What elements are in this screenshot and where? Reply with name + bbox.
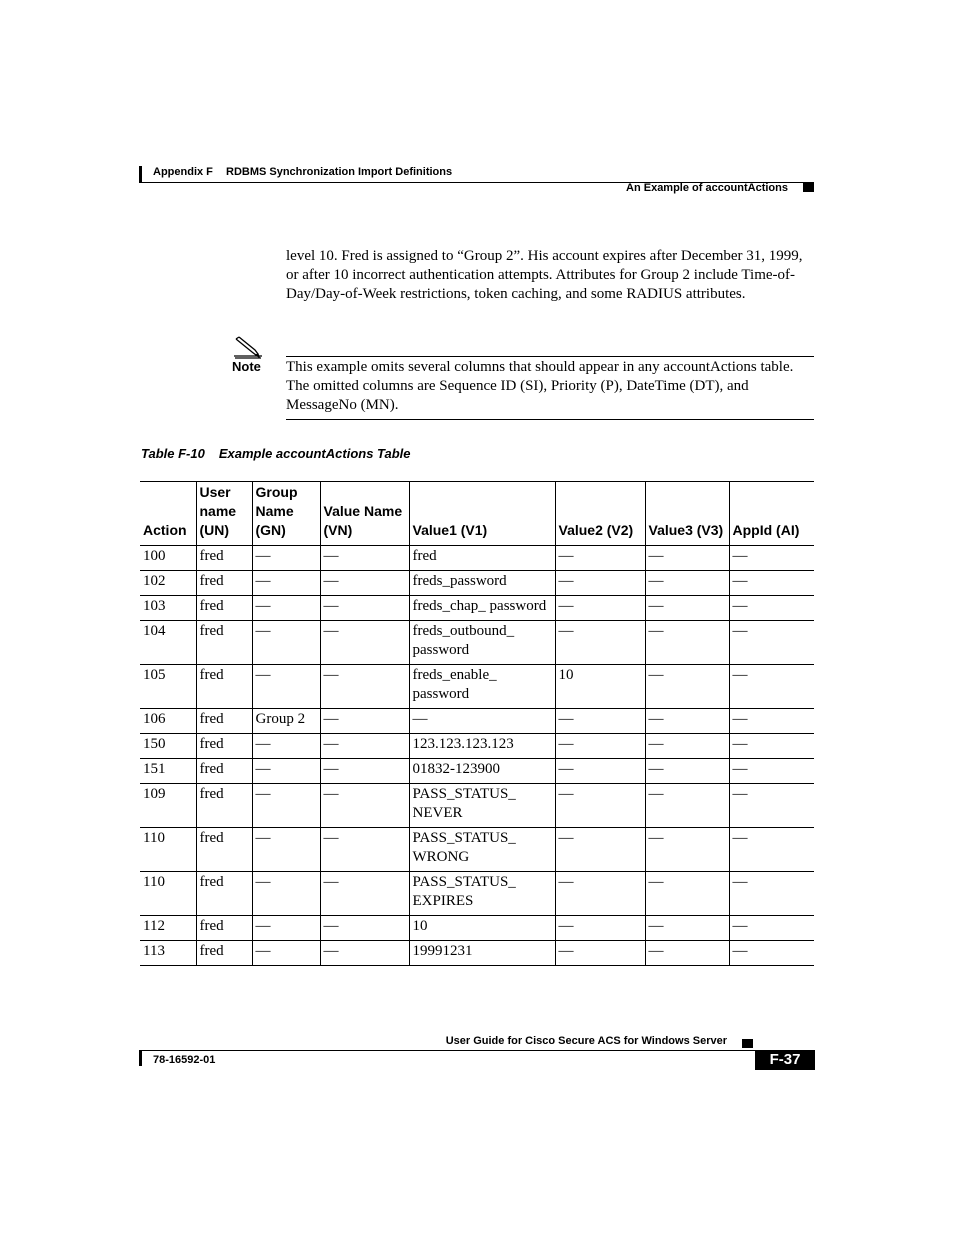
table-cell: — (729, 759, 814, 784)
table-cell: — (645, 784, 729, 828)
table-cell: — (555, 872, 645, 916)
header-appendix: Appendix F (153, 166, 213, 178)
table-header-row (140, 482, 814, 546)
table-cell: — (555, 596, 645, 621)
header-square-mark (803, 183, 814, 192)
table-row (140, 596, 814, 621)
table-cell: fred (196, 546, 252, 571)
table-cell: — (320, 596, 409, 621)
table-cell: 102 (140, 571, 196, 596)
table-cell: — (645, 709, 729, 734)
table-row (140, 759, 814, 784)
table-cell: — (645, 665, 729, 709)
table-cell: fred (196, 759, 252, 784)
table-cell: 10 (555, 665, 645, 709)
table-cell: 110 (140, 872, 196, 916)
table-cell: 106 (140, 709, 196, 734)
header-chapter-title: RDBMS Synchronization Import Definitions (226, 166, 453, 178)
column-header: Value Name (VN) (320, 482, 409, 546)
table-row (140, 709, 814, 734)
table-cell: fred (409, 546, 555, 571)
table-cell: fred (196, 665, 252, 709)
table-cell: fred (196, 596, 252, 621)
column-header: Group Name (GN) (252, 482, 320, 546)
table-cell: — (645, 872, 729, 916)
table-cell: 103 (140, 596, 196, 621)
table-cell: — (320, 784, 409, 828)
table-cell: — (729, 546, 814, 571)
column-header: Action (140, 482, 196, 546)
table-cell: fred (196, 621, 252, 665)
table-cell: — (320, 734, 409, 759)
table-cell: — (555, 734, 645, 759)
table-cell: — (729, 734, 814, 759)
table-cell: 105 (140, 665, 196, 709)
table-cell: — (555, 784, 645, 828)
table-cell: — (320, 872, 409, 916)
table-cell: — (555, 571, 645, 596)
table-cell: — (555, 546, 645, 571)
table-cell: — (320, 665, 409, 709)
table-cell: — (252, 872, 320, 916)
table-cell: — (729, 916, 814, 941)
column-header: Value3 (V3) (645, 482, 729, 546)
table-cell: fred (196, 734, 252, 759)
footer-rule-mark (139, 1050, 142, 1066)
note-top-rule (286, 356, 814, 357)
table-cell: — (252, 665, 320, 709)
table-cell: fred (196, 828, 252, 872)
table-cell: — (320, 916, 409, 941)
table-cell: 113 (140, 941, 196, 966)
table-cell: 104 (140, 621, 196, 665)
table-cell: 01832-123900 (409, 759, 555, 784)
table-cell: — (320, 828, 409, 872)
footer-square-mark (742, 1039, 753, 1048)
table-cell: fred (196, 784, 252, 828)
table-caption (141, 446, 411, 461)
table-row (140, 872, 814, 916)
table-cell: — (252, 621, 320, 665)
column-header: Value1 (V1) (409, 482, 555, 546)
table-cell: 10 (409, 916, 555, 941)
table-cell: — (729, 571, 814, 596)
table-cell: — (729, 665, 814, 709)
body-paragraph: level 10. Fred is assigned to “Group 2”. His account expires after December 31, 1999, or after 10 incorrect authentication attempts. Attributes for Group 2 include Time-of-Day/Day-of-Week restrictions, token caching, and some RADIUS attributes. (286, 248, 803, 302)
table-cell: 151 (140, 759, 196, 784)
table-cell: — (252, 828, 320, 872)
table-cell: 109 (140, 784, 196, 828)
table-cell: — (729, 596, 814, 621)
table-cell: — (645, 596, 729, 621)
table-cell: fred (196, 872, 252, 916)
table-row (140, 916, 814, 941)
column-header: User name (UN) (196, 482, 252, 546)
table-cell: — (729, 872, 814, 916)
table-cell: 19991231 (409, 941, 555, 966)
table-row (140, 828, 814, 872)
table-cell: — (555, 941, 645, 966)
page-number: F-37 (755, 1050, 815, 1070)
table-body (140, 546, 814, 966)
table-cell: freds_password (409, 571, 555, 596)
table-caption-title: Example accountActions Table (218, 446, 411, 461)
table-row (140, 941, 814, 966)
table-cell: — (320, 621, 409, 665)
table-row (140, 571, 814, 596)
table-cell: 150 (140, 734, 196, 759)
table-cell: — (252, 941, 320, 966)
table-row (140, 784, 814, 828)
table-cell: — (252, 734, 320, 759)
table-cell: — (645, 621, 729, 665)
table-cell: — (555, 759, 645, 784)
table-cell: — (729, 941, 814, 966)
table-cell: — (645, 734, 729, 759)
table-cell: 110 (140, 828, 196, 872)
table-row (140, 665, 814, 709)
note-bottom-rule (286, 419, 814, 420)
table-cell: 123.123.123.123 (409, 734, 555, 759)
table-cell: — (409, 709, 555, 734)
footer-guide-title: User Guide for Cisco Secure ACS for Windows Server (445, 1035, 727, 1047)
accountactions-table (140, 481, 814, 966)
table-caption-number: Table F-10 (141, 446, 205, 461)
table-cell: — (252, 916, 320, 941)
table-cell: — (252, 596, 320, 621)
column-header: Value2 (V2) (555, 482, 645, 546)
table-cell: — (555, 709, 645, 734)
table-cell: — (645, 941, 729, 966)
footer-rule (139, 1050, 814, 1051)
table-row (140, 621, 814, 665)
table-cell: — (729, 784, 814, 828)
table-cell: — (320, 546, 409, 571)
table-cell: — (645, 571, 729, 596)
table-cell: fred (196, 916, 252, 941)
header-section-title: An Example of accountActions (626, 182, 788, 194)
table-row (140, 546, 814, 571)
table-cell: — (645, 759, 729, 784)
table-cell: — (555, 621, 645, 665)
table-cell: freds_chap_ password (409, 596, 555, 621)
table-cell: fred (196, 571, 252, 596)
table-cell: 112 (140, 916, 196, 941)
table-cell: — (320, 941, 409, 966)
table-cell: — (645, 546, 729, 571)
table-cell: — (729, 828, 814, 872)
table-row (140, 734, 814, 759)
table-cell: — (320, 709, 409, 734)
table-cell: freds_enable_ password (409, 665, 555, 709)
table-cell: — (252, 571, 320, 596)
column-header: AppId (AI) (729, 482, 814, 546)
table-cell: — (252, 759, 320, 784)
table-cell: — (729, 709, 814, 734)
table-cell: freds_outbound_ password (409, 621, 555, 665)
table-cell: — (729, 621, 814, 665)
table-cell: — (555, 828, 645, 872)
header-rule-mark (139, 166, 142, 182)
table-cell: — (252, 784, 320, 828)
note-label: Note (232, 359, 261, 374)
table-cell: — (320, 571, 409, 596)
table-cell: — (252, 546, 320, 571)
table-cell: — (320, 759, 409, 784)
table-cell: — (645, 916, 729, 941)
table-cell: PASS_STATUS_ WRONG (409, 828, 555, 872)
footer-doc-number: 78-16592-01 (153, 1054, 216, 1066)
table-cell: Group 2 (252, 709, 320, 734)
table-cell: — (555, 916, 645, 941)
table-cell: PASS_STATUS_ NEVER (409, 784, 555, 828)
table-cell: fred (196, 709, 252, 734)
table-cell: 100 (140, 546, 196, 571)
note-text: This example omits several columns that should appear in any accountActions table. The omitted columns are Sequence ID (SI), Priority (P), DateTime (DT), and MessageNo (MN). (286, 359, 794, 413)
table-cell: PASS_STATUS_ EXPIRES (409, 872, 555, 916)
pencil-note-icon (233, 335, 263, 359)
table-cell: fred (196, 941, 252, 966)
table-cell: — (645, 828, 729, 872)
